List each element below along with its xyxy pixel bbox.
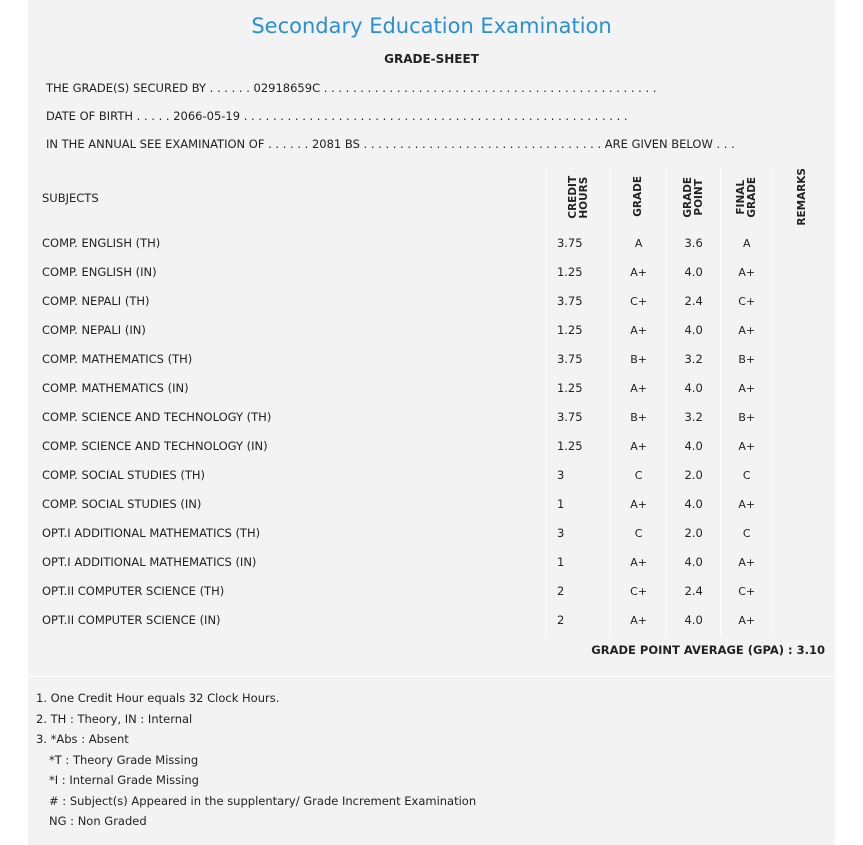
grade-point-cell: 2.4	[667, 287, 721, 316]
grade-point-cell: 3.6	[667, 229, 721, 258]
remarks-cell	[773, 606, 832, 635]
credit-hours-cell: 3.75	[546, 229, 610, 258]
table-header-row	[34, 168, 832, 229]
final-grade-cell: A	[721, 229, 773, 258]
subject-cell: OPT.I ADDITIONAL MATHEMATICS (IN)	[42, 555, 257, 570]
grade-point-cell: 2.0	[667, 461, 721, 490]
grade-point-cell: 4.0	[667, 374, 721, 403]
table-row	[34, 229, 832, 258]
credit-hours-cell: 2	[546, 577, 610, 606]
remarks-cell	[773, 461, 832, 490]
subject-cell: COMP. NEPALI (TH)	[42, 294, 150, 309]
grade-point-cell: 4.0	[667, 258, 721, 287]
final-grade-cell: B+	[721, 403, 773, 432]
table-row	[34, 461, 832, 490]
remarks-cell	[773, 490, 832, 519]
credit-hours-cell: 3.75	[546, 403, 610, 432]
credit-hours-cell: 3	[546, 461, 610, 490]
note-item: # : Subject(s) Appeared in the supplentary/ Grade Increment Examination	[49, 793, 477, 808]
final-grade-cell: A+	[721, 258, 773, 287]
grade-point-cell: 3.2	[667, 345, 721, 374]
remarks-cell	[773, 374, 832, 403]
grade-cell: B+	[611, 403, 667, 432]
page-title: Secondary Education Examination	[251, 14, 612, 38]
remarks-cell	[773, 519, 832, 548]
subject-cell: COMP. SCIENCE AND TECHNOLOGY (TH)	[42, 410, 272, 425]
final-grade-cell: C+	[721, 577, 773, 606]
grade-cell: A+	[611, 432, 667, 461]
subject-cell: OPT.I ADDITIONAL MATHEMATICS (TH)	[42, 526, 261, 541]
grade-cell: A	[611, 229, 667, 258]
credit-hours-cell: 3.75	[546, 345, 610, 374]
table-row	[34, 548, 832, 577]
credit-hours-cell: 1.25	[546, 432, 610, 461]
grade-point-cell: 4.0	[667, 316, 721, 345]
exam-line	[46, 137, 735, 151]
grades-table-body	[34, 229, 832, 635]
credit-hours-cell: 3	[546, 519, 610, 548]
grade-cell: A+	[611, 548, 667, 577]
grade-cell: A+	[611, 490, 667, 519]
subject-cell: COMP. SOCIAL STUDIES (TH)	[42, 468, 206, 483]
grade-point-cell: 4.0	[667, 548, 721, 577]
remarks-cell	[773, 316, 832, 345]
gpa-summary: GRADE POINT AVERAGE (GPA) : 3.10	[591, 643, 825, 657]
dob-line	[46, 109, 628, 123]
grade-sheet-panel	[28, 0, 835, 845]
remarks-cell	[773, 432, 832, 461]
secured-by-line	[46, 81, 656, 95]
grade-cell: A+	[611, 258, 667, 287]
credit-hours-cell: 1	[546, 490, 610, 519]
subject-cell: COMP. ENGLISH (IN)	[42, 265, 157, 280]
final-grade-cell: A+	[721, 490, 773, 519]
note-item: *T : Theory Grade Missing	[49, 752, 199, 767]
header-grade: GRADE	[611, 168, 667, 229]
remarks-cell	[773, 258, 832, 287]
grade-cell: C	[611, 519, 667, 548]
grade-point-cell: 3.2	[667, 403, 721, 432]
grade-cell: A+	[611, 606, 667, 635]
credit-hours-cell: 1	[546, 548, 610, 577]
remarks-cell	[773, 345, 832, 374]
section-divider	[28, 676, 835, 677]
subject-cell: COMP. SOCIAL STUDIES (IN)	[42, 497, 202, 512]
grade-point-cell: 2.4	[667, 577, 721, 606]
table-row	[34, 287, 832, 316]
note-item: *I : Internal Grade Missing	[49, 773, 199, 787]
grade-point-cell: 2.0	[667, 519, 721, 548]
grades-table	[34, 168, 832, 635]
final-grade-cell: A+	[721, 374, 773, 403]
exam-text: IN THE ANNUAL SEE EXAMINATION OF . . . . . . 2081 BS . . . . . . . . . . . . . . . . . . . . . . . . . . . . . . . . . ARE GIVEN BELOW . . .	[46, 137, 735, 151]
table-row	[34, 345, 832, 374]
subject-cell: COMP. SCIENCE AND TECHNOLOGY (IN)	[42, 439, 268, 454]
table-row	[34, 577, 832, 606]
subject-cell: COMP. MATHEMATICS (IN)	[42, 381, 189, 396]
subject-cell: COMP. MATHEMATICS (TH)	[42, 352, 193, 367]
header-grade-point: GRADE POINT	[667, 168, 721, 229]
table-row	[34, 258, 832, 287]
final-grade-cell: C	[721, 519, 773, 548]
remarks-cell	[773, 577, 832, 606]
final-grade-cell: A+	[721, 432, 773, 461]
grade-cell: A+	[611, 374, 667, 403]
final-grade-cell: C	[721, 461, 773, 490]
table-row	[34, 519, 832, 548]
grade-sheet-heading: GRADE-SHEET	[384, 52, 479, 66]
remarks-cell	[773, 403, 832, 432]
grade-cell: C+	[611, 577, 667, 606]
note-item: 3. *Abs : Absent	[36, 732, 129, 746]
final-grade-cell: A+	[721, 606, 773, 635]
subject-cell: COMP. NEPALI (IN)	[42, 323, 146, 338]
final-grade-cell: C+	[721, 287, 773, 316]
grade-point-cell: 4.0	[667, 490, 721, 519]
grade-point-cell: 4.0	[667, 432, 721, 461]
table-row	[34, 374, 832, 403]
table-row	[34, 432, 832, 461]
remarks-cell	[773, 229, 832, 258]
note-item: 1. One Credit Hour equals 32 Clock Hours.	[36, 691, 280, 705]
header-subjects: SUBJECTS	[42, 191, 99, 206]
subject-cell: OPT.II COMPUTER SCIENCE (TH)	[42, 584, 225, 599]
remarks-cell	[773, 287, 832, 316]
table-row	[34, 403, 832, 432]
dob-text: DATE OF BIRTH . . . . . 2066-05-19 . . . . . . . . . . . . . . . . . . . . . . . . . . . . . . . . . . . . . . . . . . . . . . . . . . . . .	[46, 109, 628, 123]
final-grade-cell: B+	[721, 345, 773, 374]
header-remarks: REMARKS	[773, 168, 832, 229]
grade-cell: A+	[611, 316, 667, 345]
table-row	[34, 606, 832, 635]
grade-cell: B+	[611, 345, 667, 374]
table-row	[34, 490, 832, 519]
credit-hours-cell: 1.25	[546, 258, 610, 287]
notes-list	[36, 688, 476, 832]
note-item: NG : Non Graded	[49, 814, 147, 828]
secured-by-text: THE GRADE(S) SECURED BY . . . . . . 02918659C . . . . . . . . . . . . . . . . . . . . . . . . . . . . . . . . . . . . . . . . . . . . . .	[46, 81, 657, 95]
header-credit-hours: CREDIT HOURS	[546, 168, 610, 229]
final-grade-cell: A+	[721, 316, 773, 345]
credit-hours-cell: 3.75	[546, 287, 610, 316]
table-row	[34, 316, 832, 345]
credit-hours-cell: 1.25	[546, 316, 610, 345]
header-final-grade: FINAL GRADE	[721, 168, 773, 229]
subject-cell: OPT.II COMPUTER SCIENCE (IN)	[42, 613, 221, 628]
grade-point-cell: 4.0	[667, 606, 721, 635]
credit-hours-cell: 1.25	[546, 374, 610, 403]
grade-cell: C	[611, 461, 667, 490]
note-item: 2. TH : Theory, IN : Internal	[36, 711, 193, 726]
credit-hours-cell: 2	[546, 606, 610, 635]
grade-cell: C+	[611, 287, 667, 316]
subject-cell: COMP. ENGLISH (TH)	[42, 236, 161, 251]
final-grade-cell: A+	[721, 548, 773, 577]
remarks-cell	[773, 548, 832, 577]
